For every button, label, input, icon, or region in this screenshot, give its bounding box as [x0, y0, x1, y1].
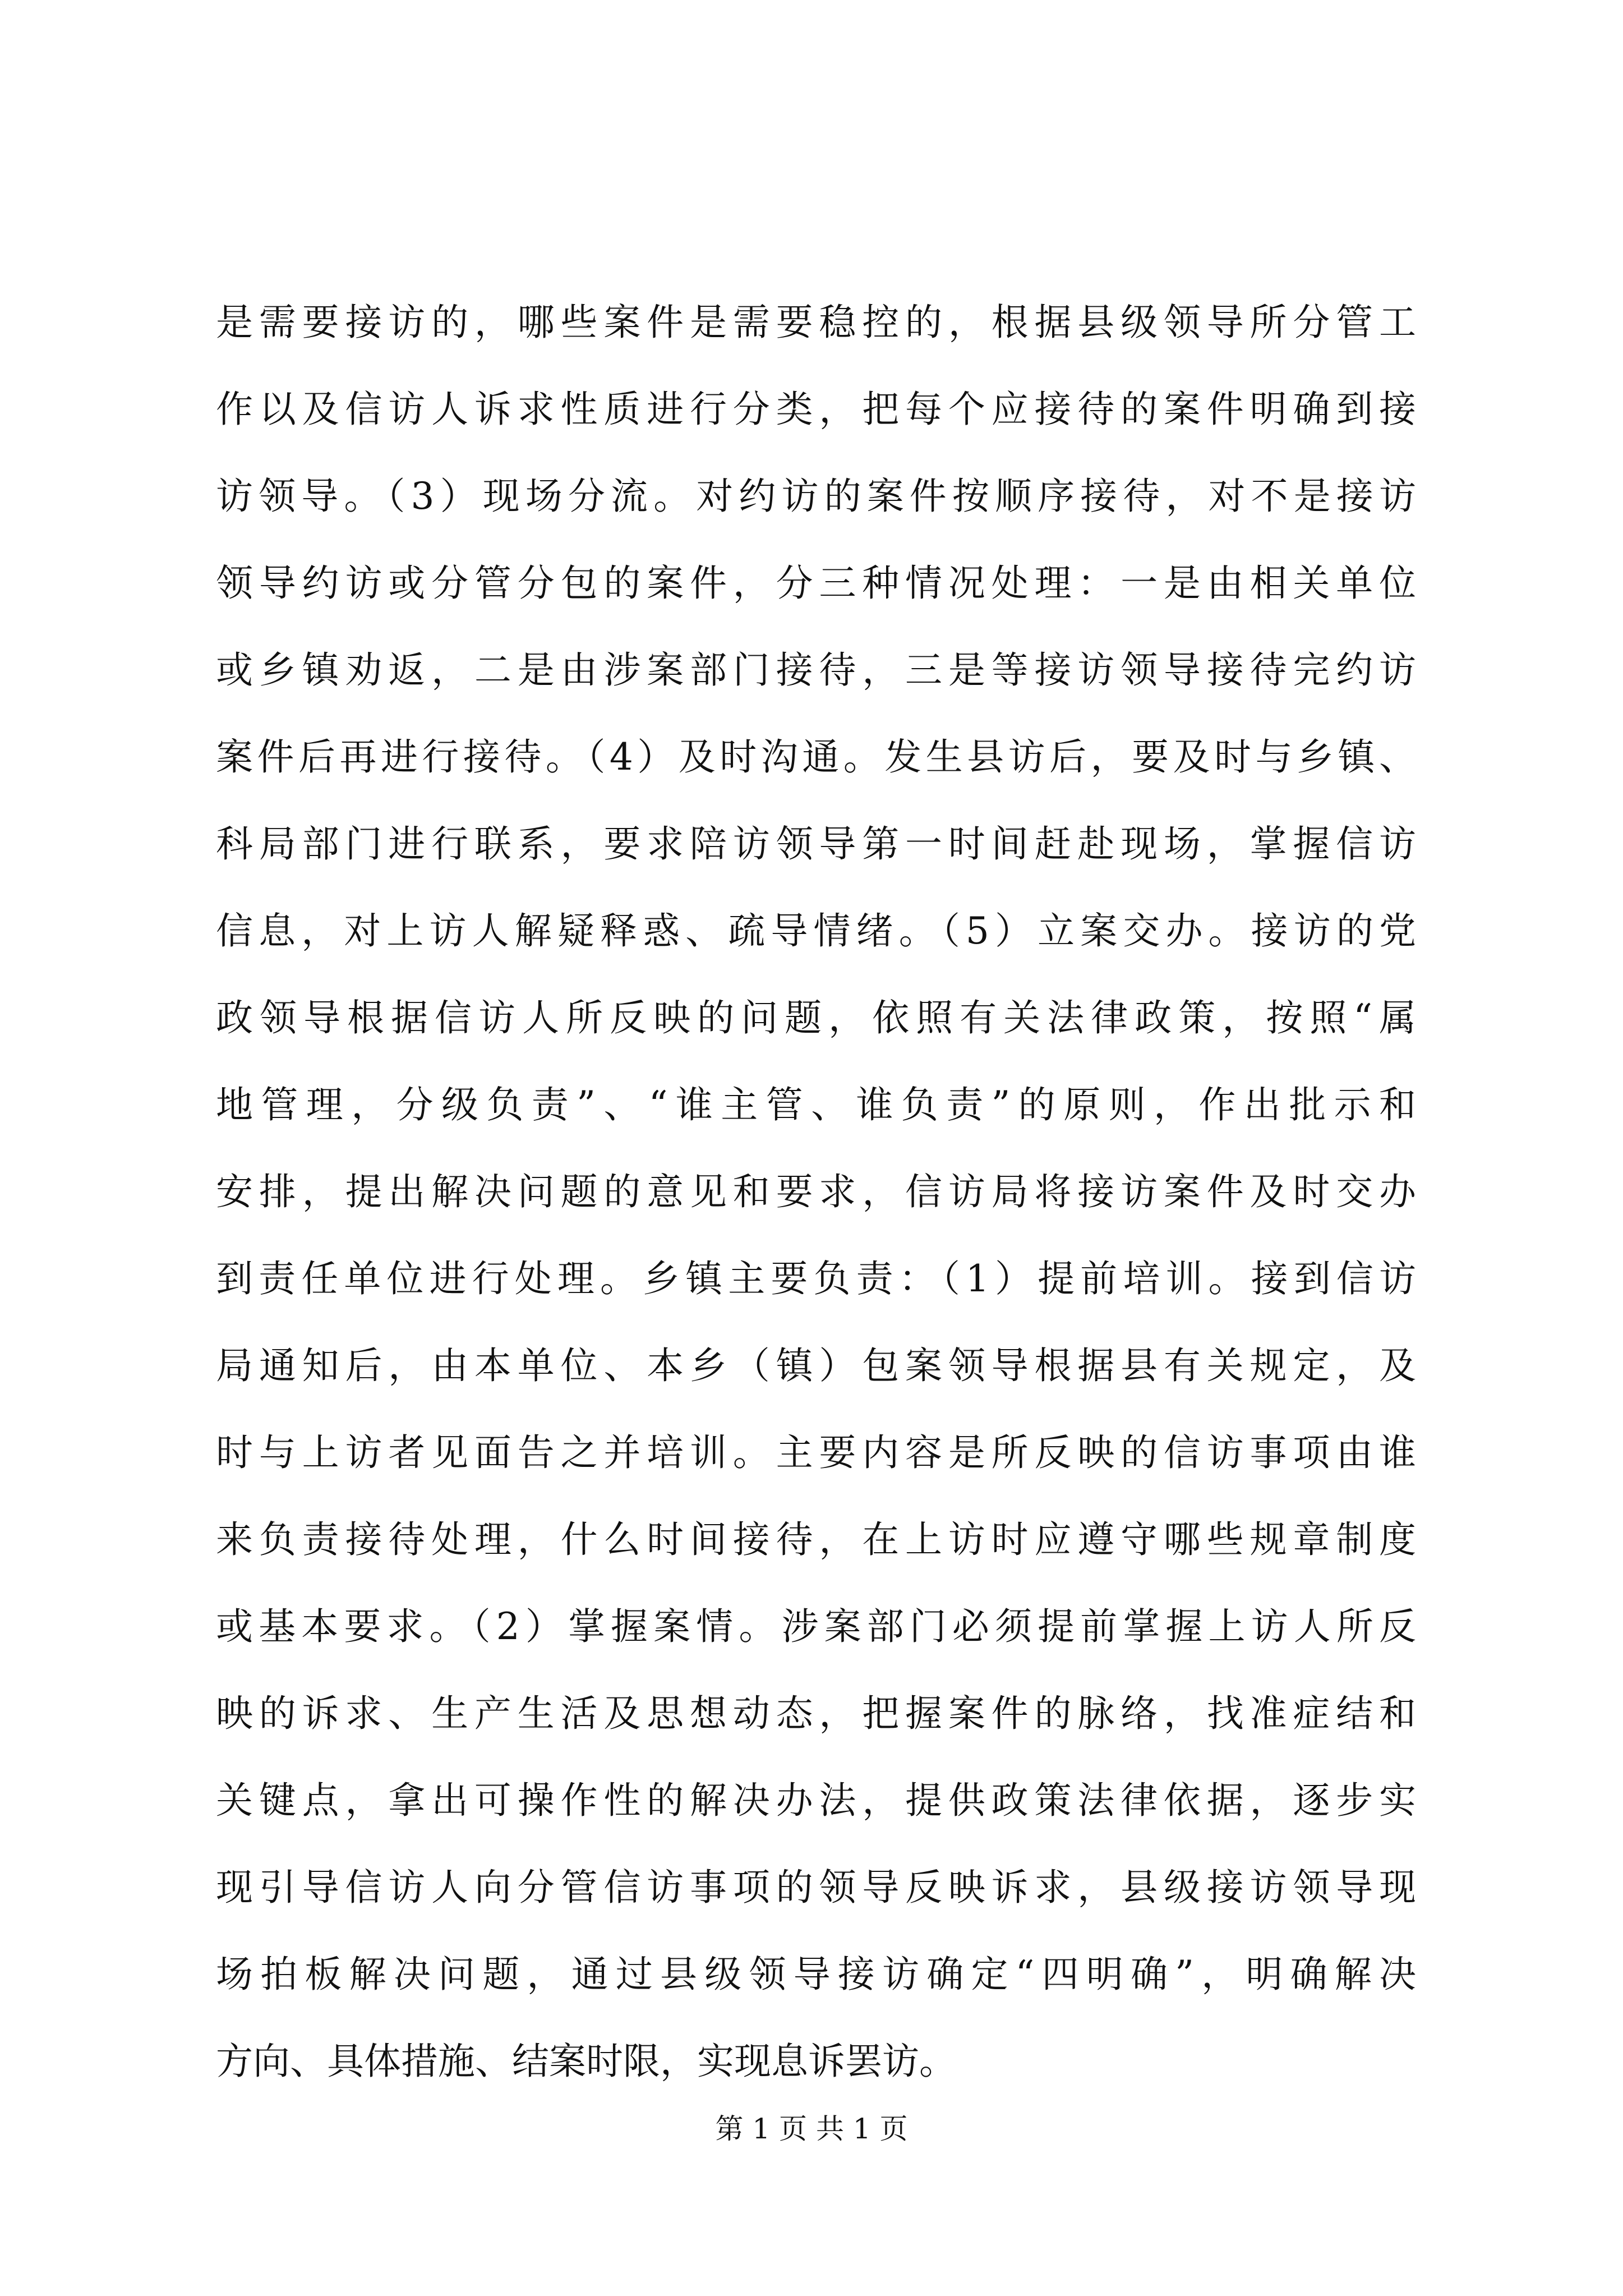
text-line: 场拍板解决问题，通过县级领导接访确定“四明确”，明确解决	[216, 1953, 1416, 1996]
text-line: 映的诉求、生产生活及思想动态，把握案件的脉络，找准症结和	[216, 1692, 1416, 1735]
text-line: 来负责接待处理，什么时间接待，在上访时应遵守哪些规章制度	[216, 1518, 1416, 1561]
text-line: 安排，提出解决问题的意见和要求，信访局将接访案件及时交办	[216, 1170, 1416, 1213]
text-line: 关键点，拿出可操作性的解决办法，提供政策法律依据，逐步实	[216, 1779, 1416, 1822]
text-line: 现引导信访人向分管信访事项的领导反映诉求，县级接访领导现	[216, 1866, 1416, 1909]
text-line: 是需要接访的，哪些案件是需要稳控的，根据县级领导所分管工	[216, 301, 1416, 344]
text-line: 作以及信访人诉求性质进行分类，把每个应接待的案件明确到接	[216, 388, 1416, 431]
text-line: 领导约访或分管分包的案件，分三种情况处理：一是由相关单位	[216, 562, 1416, 605]
text-line: 科局部门进行联系，要求陪访领导第一时间赶赴现场，掌握信访	[216, 822, 1416, 866]
text-line: 政领导根据信访人所反映的问题，依照有关法律政策，按照“属	[216, 996, 1416, 1039]
text-line: 地管理，分级负责”、“谁主管、谁负责”的原则，作出批示和	[216, 1083, 1416, 1126]
text-line: 案件后再进行接待。（4）及时沟通。发生县访后，要及时与乡镇、	[216, 735, 1416, 779]
text-line: 信息，对上访人解疑释惑、疏导情绪。（5）立案交办。接访的党	[216, 909, 1416, 953]
text-line: 访领导。（3）现场分流。对约访的案件按顺序接待，对不是接访	[216, 475, 1416, 518]
text-line: 局通知后，由本单位、本乡（镇）包案领导根据县有关规定，及	[216, 1344, 1416, 1387]
text-line: 或基本要求。（2）掌握案情。涉案部门必须提前掌握上访人所反	[216, 1605, 1416, 1648]
text-line: 方向、具体措施、结案时限，实现息诉罢访。	[216, 2040, 956, 2083]
text-line: 到责任单位进行处理。乡镇主要负责：（1）提前培训。接到信访	[216, 1257, 1416, 1300]
page-footer: 第 1 页 共 1 页	[715, 2113, 908, 2145]
text-line: 时与上访者见面告之并培训。主要内容是所反映的信访事项由谁	[216, 1431, 1416, 1474]
text-line: 或乡镇劝返，二是由涉案部门接待，三是等接访领导接待完约访	[216, 648, 1416, 692]
